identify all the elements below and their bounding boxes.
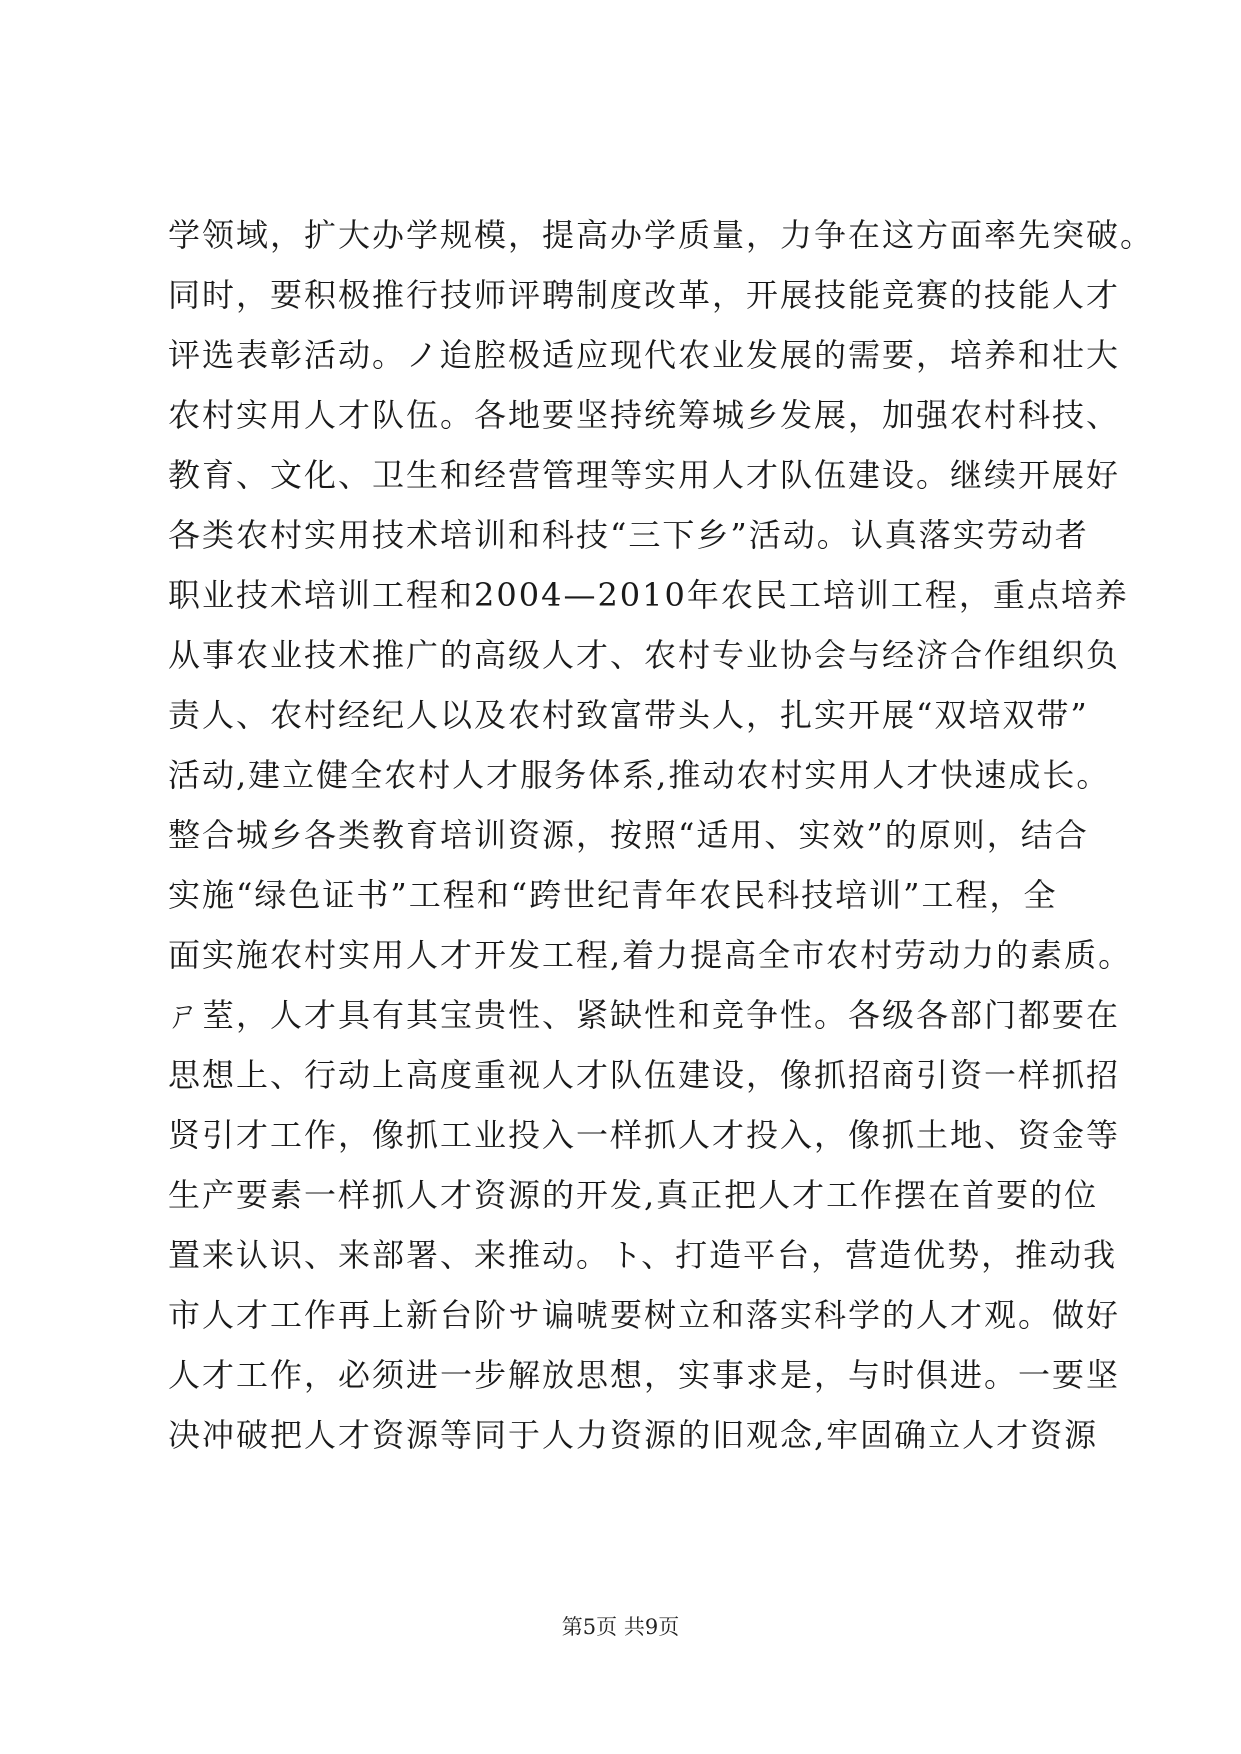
page-number-footer: 第5页 共9页	[561, 1615, 680, 1639]
text-line: 生产要素一样抓人才资源的开发,真正把人才工作摆在首要的位	[168, 1176, 1099, 1214]
text-line: 教育、文化、卫生和经营管理等实用人才队伍建设。继续开展好	[168, 456, 1121, 494]
text-line: 各类农村实用技术培训和科技“三下乡”活动。认真落实劳动者	[168, 516, 1089, 554]
text-line: 活动,建立健全农村人才服务体系,推动农村实用人才快速成长。	[168, 756, 1111, 794]
text-line: 评选表彰活动。ノ迨腔极适应现代农业发展的需要，培养和壮大	[168, 336, 1121, 374]
text-line: 农村实用人才队伍。各地要坚持统筹城乡发展，加强农村科技、	[168, 396, 1121, 434]
text-line: 贤引才工作，像抓工业投入一样抓人才投入，像抓土地、资金等	[168, 1116, 1121, 1154]
text-line: 学领域，扩大办学规模，提高办学质量，力争在这方面率先突破。	[168, 216, 1155, 254]
text-line: 面实施农村实用人才开发工程,着力提高全市农村劳动力的素质。	[168, 936, 1133, 974]
text-line: 同时，要积极推行技师评聘制度改革，开展技能竞赛的技能人才	[168, 276, 1121, 314]
text-line: ㄕ荎，人才具有其宝贵性、紧缺性和竞争性。各级各部门都要在	[168, 996, 1121, 1034]
text-line: 置来认识、来部署、来推动。ト、打造平台，营造优势，推动我	[168, 1236, 1118, 1274]
text-line: 从事农业技术推广的高级人才、农村专业协会与经济合作组织负	[168, 636, 1121, 674]
text-line: 实施“绿色证书”工程和“跨世纪青年农民科技培训”工程，全	[168, 876, 1058, 914]
text-line: 整合城乡各类教育培训资源，按照“适用、实效”的原则，结合	[168, 816, 1089, 854]
text-line: 决冲破把人才资源等同于人力资源的旧观念,牢固确立人才资源	[168, 1416, 1099, 1454]
text-line: 思想上、行动上高度重视人才队伍建设，像抓招商引资一样抓招	[168, 1056, 1121, 1094]
text-line: 责人、农村经纪人以及农村致富带头人，扎实开展“双培双带”	[168, 696, 1089, 734]
text-line: 人才工作，必须进一步解放思想，实事求是，与时俱进。一要坚	[168, 1356, 1121, 1394]
text-line: 市人才工作再上新台阶サ谝唬要树立和落实科学的人才观。做好	[168, 1296, 1121, 1334]
body-text	[168, 205, 1155, 1465]
text-line: 职业技术培训工程和2004—2010年农民工培训工程，重点培养	[168, 576, 1129, 614]
